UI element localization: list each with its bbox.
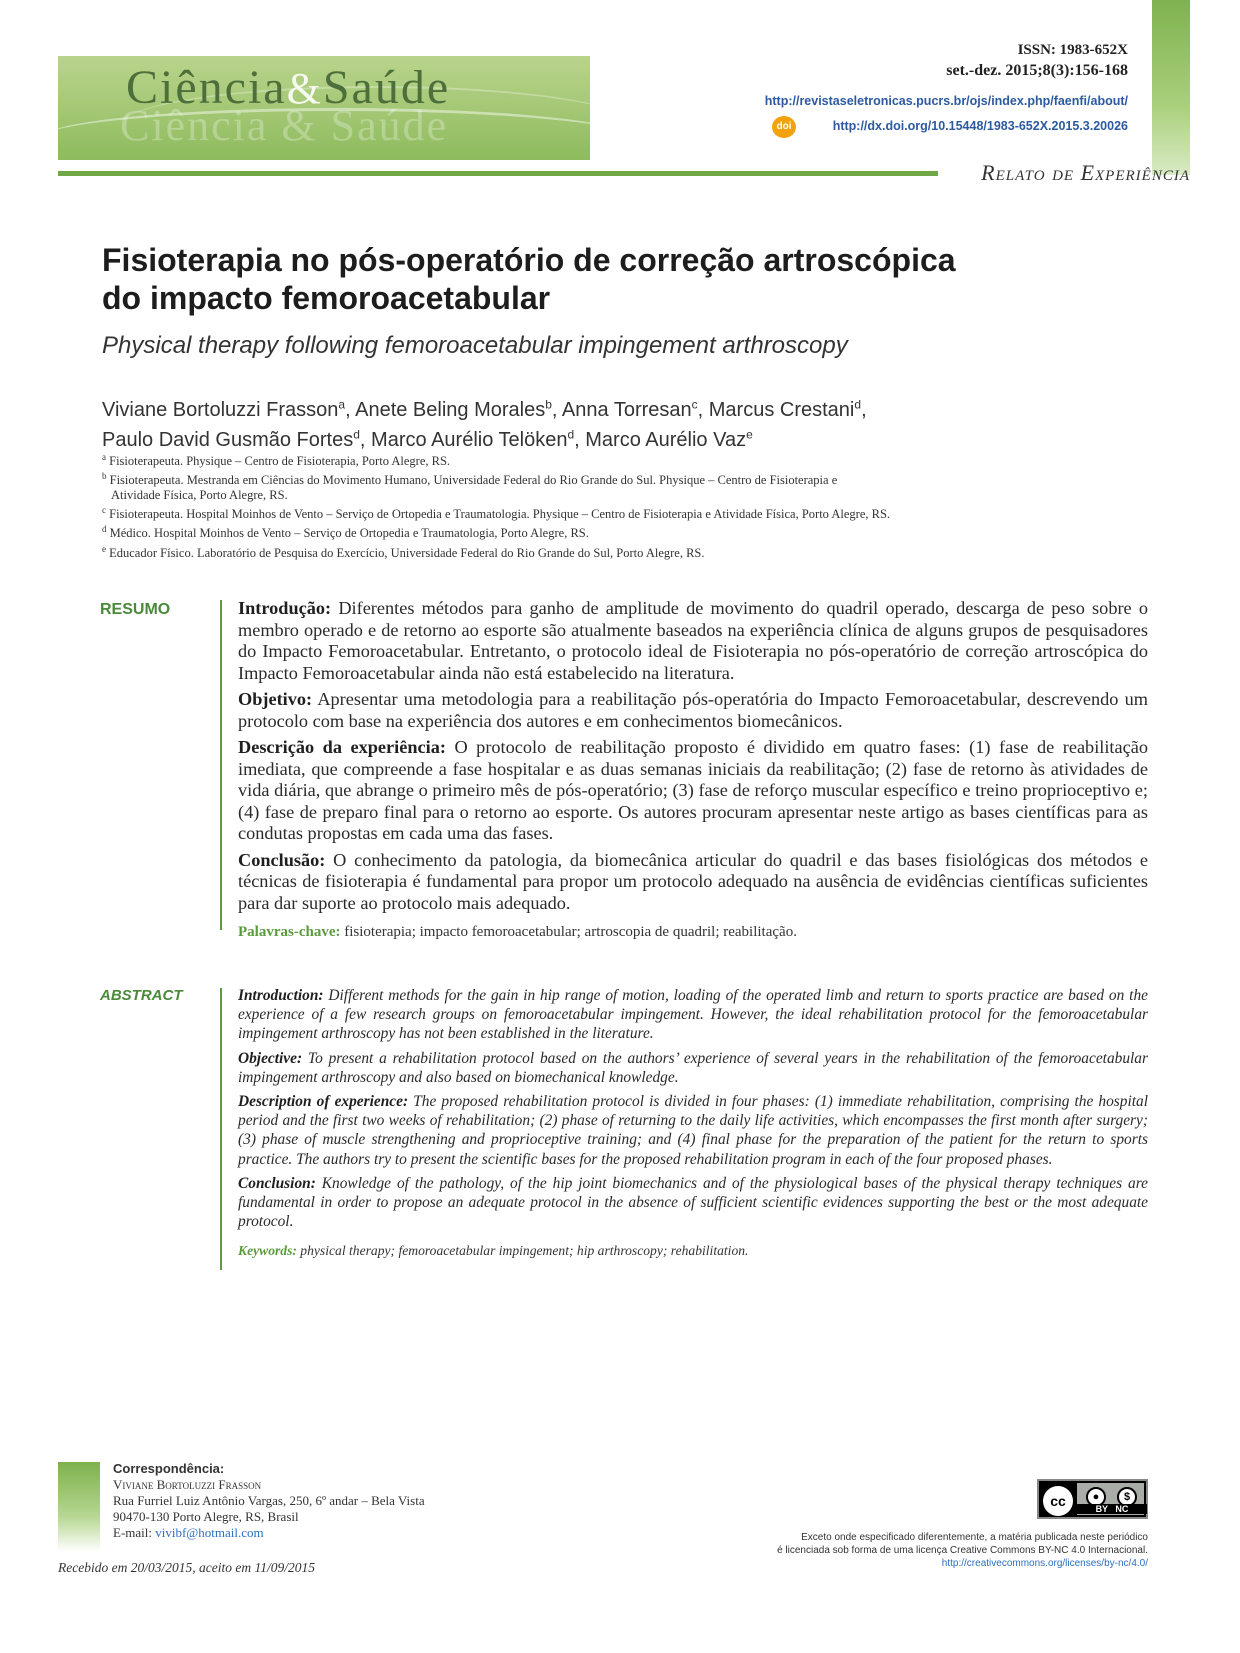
author: Anna Torresan$^c$, [561,397,709,421]
license-link[interactable]: http://creativecommons.org/licenses/by-nc/4.0/ [941,1558,1148,1569]
resumo-description: Descrição da experiência: O protocolo de reabilitação proposto é dividido em quatro fases: (1) fase de reabilitação imediata, que compreende a fase hospitalar e as duas semanas iniciais da reabilitação; (2) fase de retorno às atividades de vida diária, que abrange o primeiro mês de pós-operatório; (3) fase de reforço muscular específico e treino proprioceptivo e; (4) fase de preparo final para o retorno ao esporte. Os autores procuram apresentar neste artigo as bases científicas para as condutas propostas em cada uma das fases. [238,737,1148,843]
author: Anete Beling Morales$^b$, [355,397,562,421]
affiliation: $^e$ Educador Físico. Laboratório de Pesquisa do Exercício, Universidade Federal do Rio Grande do Sul, Porto Alegre, RS. [102,543,705,560]
header-divider [58,171,938,176]
noncommercial-icon: $ [1117,1487,1137,1507]
author-list [102,392,1062,453]
resumo-body [238,598,1148,949]
cc-license-badge[interactable] [1037,1479,1148,1519]
license-line: Exceto onde especificado diferentemente, a matéria publicada neste periódico [801,1532,1148,1543]
doi-icon: doi [772,116,796,138]
cc-icon: cc [1043,1486,1073,1516]
resumo-rule [220,600,222,930]
title-line: do impacto femoroacetabular [102,280,551,316]
resumo-keywords: Palavras-chave: fisioterapia; impacto femoroacetabular; artroscopia de quadril; reabilitação. [238,924,797,940]
correspondence-name: Viviane Bortoluzzi Frasson [113,1477,262,1492]
affiliation: $^d$ Médico. Hospital Moinhos de Vento – Serviço de Ortopedia e Traumatologia, Porto Alegre, RS. [102,524,589,541]
received-date: Recebido em 20/03/2015, aceito em 11/09/2015 [58,1560,315,1575]
cc-badge-bg [1077,1483,1144,1515]
affiliations [102,450,1102,561]
author: Marcus Crestani$^d$, [708,397,867,421]
correspondence-address: 90470-130 Porto Alegre, RS, Brasil [113,1509,299,1524]
author: Paulo David Gusmão Fortes$^d$, [102,427,372,452]
affiliation: $^b$ Fisioterapeuta. Mestranda em Ciências do Movimento Humano, Universidade Federal do Rio Grande do Sul. Physique – Centro de Fisioterapia e [102,471,838,488]
correspondence-email: E-mail: vivibf@hotmail.com [113,1525,264,1540]
affiliation: $^a$ Fisioterapeuta. Physique – Centro de Fisioterapia, Porto Alegre, RS. [102,452,451,469]
article-subtitle: Physical therapy following femoroacetabular impingement arthroscopy [102,332,848,359]
logo-watermark: Ciência & Saúde [120,101,449,150]
cc-badge-labels: BY NC [1077,1504,1147,1514]
attribution-icon: ● [1086,1487,1106,1507]
abstract-intro: Introduction: Different methods for the gain in hip range of motion, loading of the operated limb and return to sports practice are based on the experience of a few research groups on femoroacetabular impingement. However, the ideal rehabilitation protocol for the femoroacetabular impingement arthroscopy has not been established in the literature. [238,987,1148,1043]
affiliation-continued: Atividade Física, Porto Alegre, RS. [111,488,288,503]
volume-info: set.-dez. 2015;8(3):156-168 [946,62,1128,79]
resumo-heading: RESUMO [100,601,171,618]
correspondence [113,1461,425,1541]
doi-link[interactable]: http://dx.doi.org/10.15448/1983-652X.2015.3.20026 [832,119,1128,133]
header-green-bar [1152,0,1190,175]
affiliation: $^c$ Fisioterapeuta. Hospital Moinhos de Vento – Serviço de Ortopedia e Traumatologia. Physique – Centro de Fisioterapia e Atividade Física, Porto Alegre, RS. [102,505,891,522]
correspondence-title: Correspondência: [113,1461,225,1476]
abstract-conclusion: Conclusion: Knowledge of the pathology, of the hip joint biomechanics and of the physiological bases of the physical therapy techniques are fundamental in order to propose an adequate protocol in the absence of sufficient scientific evidences supporting the best or the most adequate protocol. [238,1174,1148,1231]
title-line: Fisioterapia no pós-operatório de correção artroscópica [102,242,956,278]
resumo-objective: Objetivo: Apresentar uma metodologia para a reabilitação pós-operatória do Impacto Femoroacetabular, descrevendo um protocolo com base na experiência dos autores e em conhecimentos biomecânicos. [238,689,1148,731]
section-type: Relato de Experiência [981,160,1190,185]
author: Marco Aurélio Telöken$^d$, [371,427,586,452]
correspondence-address: Rua Furriel Luiz Antônio Vargas, 250, 6º andar – Bela Vista [113,1493,425,1508]
journal-url-link[interactable]: http://revistaseletronicas.pucrs.br/ojs/index.php/faenfi/about/ [764,94,1128,108]
issn: ISSN: 1983-652X [1017,42,1128,58]
resumo-intro: Introdução: Diferentes métodos para ganho de amplitude de movimento do quadril operado, descarga de peso sobre o membro operado e de retorno ao esporte são atualmente baseados na experiência clínica de alguns grupos de pesquisadores do Impacto Femoroacetabular. Entretanto, o protocolo ideal de Fisioterapia no pós-operatório de correção artroscópica do Impacto Femoroacetabular ainda não está estabelecido na literatura. [238,598,1148,683]
abstract-heading: ABSTRACT [100,987,183,1004]
journal-logo [58,56,590,160]
abstract-description: Description of experience: The proposed rehabilitation protocol is divided in four phases: (1) immediate rehabilitation, comprising the hospital period and the first two weeks of rehabilitation; (2) phase of returning to the daily life activities, which encompasses the first month after surgery; (3) phase of muscle strengthening and proprioceptive training; and (4) final phase for the preparation of the patient for the return to sports practice. The authors try to present the scientific bases for the proposed rehabilitation program in each of the four proposed phases. [238,1093,1149,1168]
abstract-rule [220,988,222,1270]
author: Viviane Bortoluzzi Frasson$^a$, [102,397,356,421]
email-link[interactable]: vivibf@hotmail.com [155,1525,264,1540]
article-title [102,241,1002,317]
license-line: é licenciada sob forma de uma licença Creative Commons BY-NC 4.0 Internacional. [777,1545,1148,1556]
logo-text: Ciência&Saúde [126,61,451,114]
author: Marco Aurélio Vaz$^e$ [585,427,753,452]
abstract-objective: Objective: To present a rehabilitation protocol based on the authors’ experience of several years in the rehabilitation of the femoroacetabular impingement arthroscopy and also based on biomechanical knowledge. [238,1049,1148,1086]
resumo-conclusion: Conclusão: O conhecimento da patologia, da biomecânica articular do quadril e das bases fisiológicas dos métodos e técnicas de fisioterapia é fundamental para propor um protocolo adequado na ausência de evidências científicas suficientes para dar suporte ao protocolo mais adequado. [238,849,1148,913]
abstract-keywords: Keywords: physical therapy; femoroacetabular impingement; hip arthroscopy; rehabilitation. [238,1243,749,1259]
abstract-body [238,986,1148,1266]
license-notice [777,1531,1148,1570]
correspondence-bar [58,1462,100,1552]
